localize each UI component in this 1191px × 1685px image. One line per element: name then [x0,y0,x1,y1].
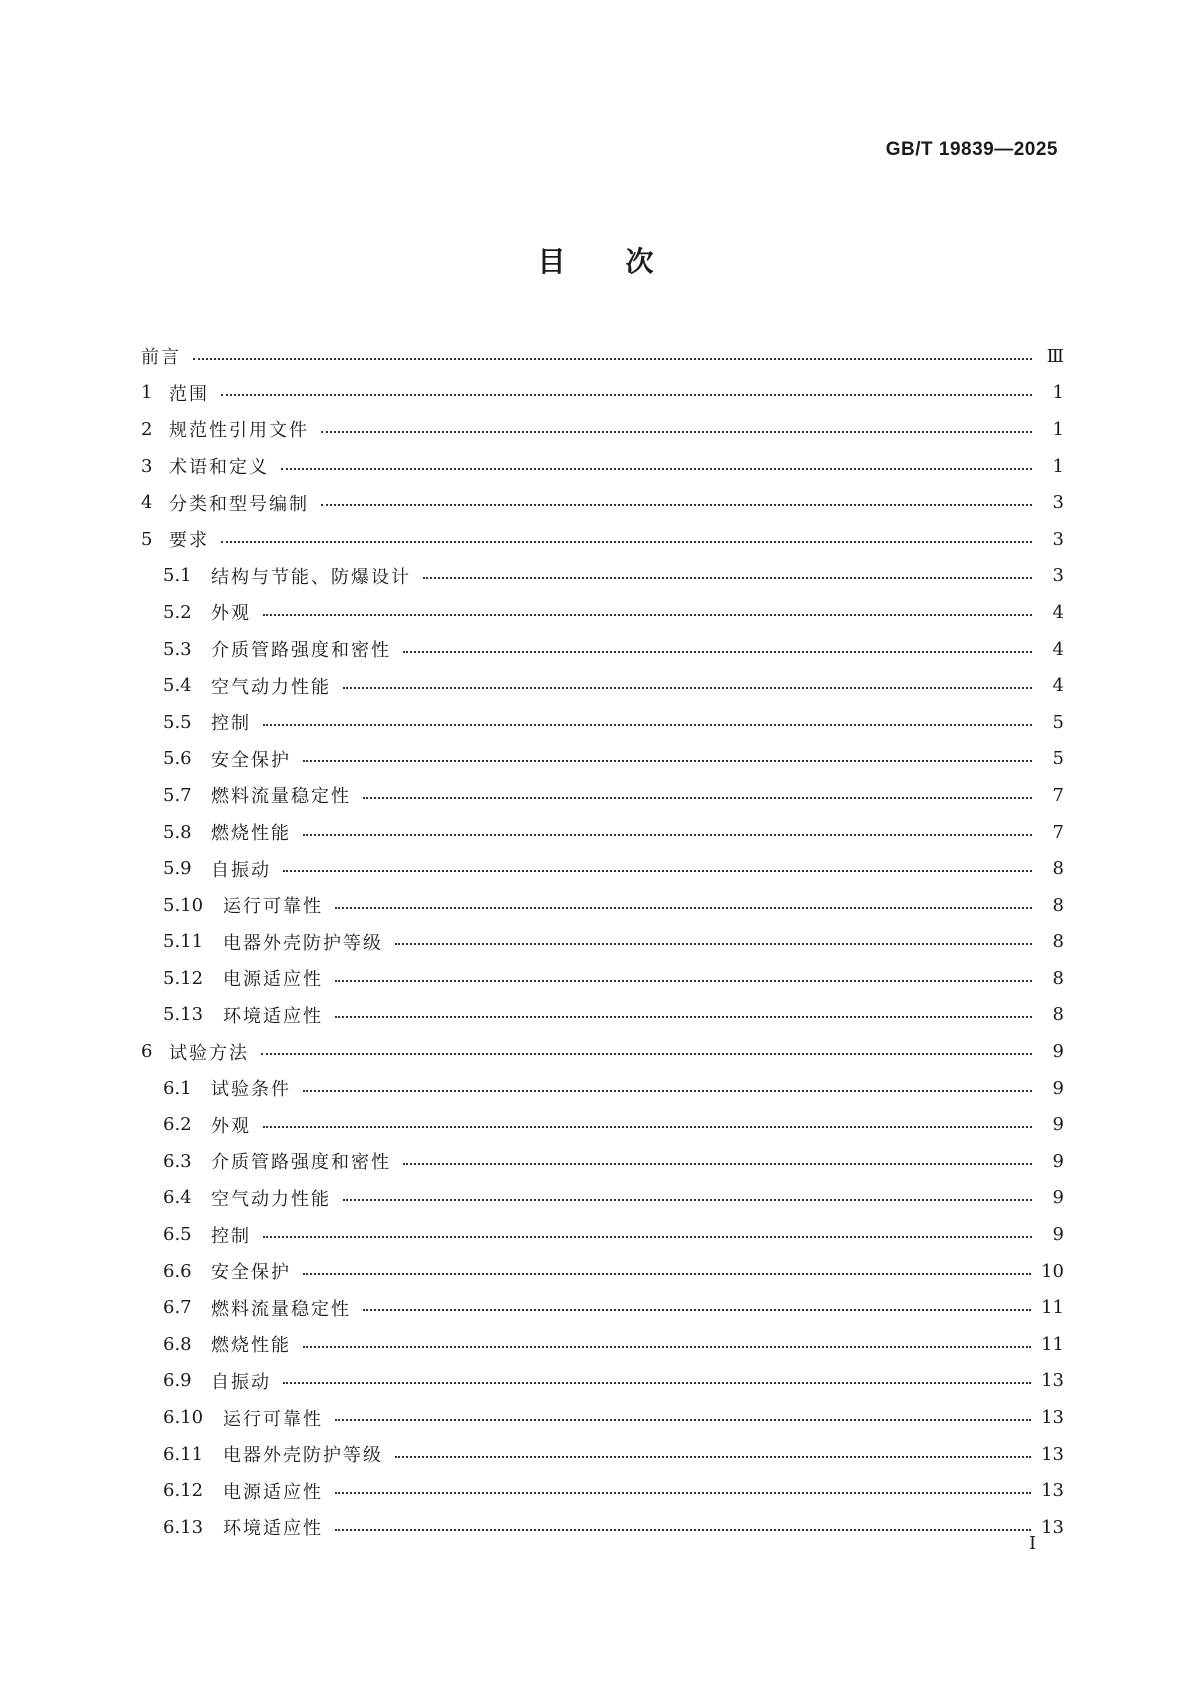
toc-entry-number: 5.1 [163,565,192,587]
toc-dot-leader [263,1235,1032,1238]
toc-entry-number: 5.11 [163,931,204,953]
toc-entry-page: 8 [1052,931,1064,953]
toc-entry-page: 5 [1052,748,1064,770]
toc-entry-page: 13 [1041,1516,1064,1538]
toc-entry-page: 9 [1052,1077,1064,1099]
toc-entry-label: 电源适应性 [223,1481,323,1503]
toc-dot-leader [303,1272,1031,1275]
toc-entry-page: 3 [1052,565,1064,587]
toc-entry-page: 9 [1052,1041,1064,1063]
toc-dot-leader [335,1015,1032,1018]
toc-entry[interactable] [141,1509,1064,1546]
toc-entry-number: 5.6 [163,748,192,770]
toc-dot-leader [221,393,1032,396]
toc-entry[interactable] [141,887,1064,924]
toc-entry[interactable] [141,1143,1064,1180]
toc-entry[interactable] [141,667,1064,704]
toc-entry-page: 1 [1052,455,1064,477]
toc-entry[interactable] [141,521,1064,558]
toc-entry-label: 要求 [169,530,209,552]
toc-dot-leader [343,1198,1032,1201]
toc-entry[interactable] [141,960,1064,997]
toc-entry-number: 6.6 [163,1260,192,1282]
toc-entry[interactable] [141,777,1064,814]
toc-entry-page: 7 [1052,821,1064,843]
toc-entry[interactable] [141,375,1064,412]
toc-entry-label: 试验条件 [211,1079,291,1101]
toc-entry-number: 6 [141,1041,153,1063]
toc-entry-number: 5.8 [163,821,192,843]
toc-entry[interactable] [141,741,1064,778]
toc-entry-label: 安全保护 [211,1262,291,1284]
toc-entry-number: 6.2 [163,1114,192,1136]
toc-entry-label: 介质管路强度和密性 [211,1152,391,1174]
toc-entry-label: 范围 [169,383,209,405]
toc-entry[interactable] [141,997,1064,1034]
toc-entry-page: 5 [1052,711,1064,733]
toc-entry-label: 前言 [141,347,181,369]
toc-entry-number: 6.12 [163,1480,204,1502]
toc-entry-label: 环境适应性 [223,1005,323,1027]
toc-entry-label: 燃烧性能 [211,823,291,845]
toc-entry-page: 9 [1052,1114,1064,1136]
toc-entry-label: 自振动 [211,1371,271,1393]
toc-entry-number: 5.4 [163,675,192,697]
toc-entry-number: 5.10 [163,894,204,916]
toc-entry-page: 8 [1052,1004,1064,1026]
toc-entry-number: 5.12 [163,967,204,989]
toc-entry[interactable] [141,1180,1064,1217]
toc-entry[interactable] [141,411,1064,448]
toc-entry-label: 试验方法 [169,1042,249,1064]
toc-dot-leader [281,467,1032,470]
toc-entry-page: 9 [1052,1150,1064,1172]
toc-entry-label: 燃料流量稳定性 [211,786,351,808]
toc-entry-page: 3 [1052,492,1064,514]
toc-dot-leader [403,650,1032,653]
toc-entry-number: 5.5 [163,711,192,733]
toc-entry[interactable] [141,1216,1064,1253]
toc-dot-leader [283,1381,1031,1384]
toc-entry-page: 13 [1041,1480,1064,1502]
toc-dot-leader [335,906,1032,909]
toc-dot-leader [263,1125,1032,1128]
toc-dot-leader [283,869,1032,872]
toc-entry-label: 控制 [211,1225,251,1247]
toc-dot-leader [423,576,1032,579]
toc-entry-label: 分类和型号编制 [169,493,309,515]
toc-entry-label: 控制 [211,713,251,735]
toc-dot-leader [263,613,1032,616]
toc-entry-number: 5.9 [163,858,192,880]
toc-entry[interactable] [141,448,1064,485]
toc-entry-number: 6.11 [163,1443,204,1465]
toc-entry[interactable] [141,814,1064,851]
toc-entry-label: 燃料流量稳定性 [211,1298,351,1320]
toc-dot-leader [335,1418,1031,1421]
toc-entry-number: 5.13 [163,1004,204,1026]
toc-entry-page: 13 [1041,1443,1064,1465]
toc-entry[interactable] [141,1253,1064,1290]
toc-entry-page: 1 [1052,382,1064,404]
toc-dot-leader [303,1345,1031,1348]
toc-entry[interactable] [141,1289,1064,1326]
toc-entry-page: 3 [1052,528,1064,550]
toc-entry-number: 5 [141,528,153,550]
toc-entry[interactable] [141,1363,1064,1400]
toc-entry[interactable] [141,1106,1064,1143]
toc-entry-page: 4 [1052,675,1064,697]
toc-dot-leader [395,942,1032,945]
toc-entry[interactable] [141,1326,1064,1363]
toc-entry-number: 6.3 [163,1150,192,1172]
toc-entry-label: 结构与节能、防爆设计 [211,566,411,588]
toc-entry[interactable] [141,484,1064,521]
toc-entry-number: 6.10 [163,1407,204,1429]
toc-entry[interactable] [141,1399,1064,1436]
toc-entry-label: 环境适应性 [223,1518,323,1540]
toc-dot-leader [363,1308,1031,1311]
toc-entry-page: 4 [1052,601,1064,623]
toc-entry-number: 6.7 [163,1297,192,1319]
toc-dot-leader [363,796,1032,799]
toc-entry-number: 6.13 [163,1516,204,1538]
page-number: Ⅰ [1029,1533,1037,1554]
toc-entry-label: 运行可靠性 [223,896,323,918]
toc-dot-leader [321,430,1032,433]
toc-entry-page: 4 [1052,638,1064,660]
toc-entry-label: 术语和定义 [169,457,269,479]
toc-entry-label: 燃烧性能 [211,1335,291,1357]
toc-entry-label: 介质管路强度和密性 [211,640,391,662]
toc-dot-leader [303,1089,1032,1092]
toc-entry-page: 11 [1041,1333,1064,1355]
toc-entry[interactable] [141,704,1064,741]
toc-entry-page: 11 [1041,1297,1064,1319]
page-title: 目次 [537,245,714,278]
toc-entry-number: 6.1 [163,1077,192,1099]
toc-entry-label: 电源适应性 [223,969,323,991]
toc-entry[interactable] [141,1436,1064,1473]
toc-entry-number: 5.7 [163,784,192,806]
toc-entry-page: 8 [1052,894,1064,916]
toc-entry-number: 2 [141,418,153,440]
toc-entry-number: 6.9 [163,1370,192,1392]
toc-entry-label: 自振动 [211,859,271,881]
toc-dot-leader [261,1052,1032,1055]
toc-entry-page: 13 [1041,1370,1064,1392]
toc-dot-leader [403,1162,1032,1165]
toc-dot-leader [335,1528,1031,1531]
toc-dot-leader [221,540,1032,543]
toc-dot-leader [343,686,1032,689]
table-of-contents [141,338,1064,1546]
toc-entry-label: 空气动力性能 [211,676,331,698]
toc-entry-number: 5.2 [163,601,192,623]
toc-entry[interactable] [141,1033,1064,1070]
toc-entry-page: 7 [1052,784,1064,806]
toc-entry[interactable] [141,594,1064,631]
toc-entry[interactable] [141,338,1064,375]
toc-entry-number: 3 [141,455,153,477]
toc-entry-label: 电器外壳防护等级 [223,1445,383,1467]
toc-entry-page: 10 [1041,1260,1064,1282]
toc-dot-leader [335,1491,1031,1494]
toc-entry-page: Ⅲ [1046,345,1064,367]
toc-entry-page: 1 [1052,418,1064,440]
toc-entry-label: 外观 [211,603,251,625]
toc-dot-leader [303,833,1032,836]
toc-entry[interactable] [141,924,1064,961]
toc-entry-page: 9 [1052,1187,1064,1209]
toc-entry-number: 5.3 [163,638,192,660]
toc-entry-number: 6.5 [163,1224,192,1246]
toc-entry-page: 13 [1041,1407,1064,1429]
toc-dot-leader [321,503,1032,506]
toc-dot-leader [335,979,1032,982]
toc-dot-leader [193,357,1032,360]
toc-entry-label: 空气动力性能 [211,1188,331,1210]
toc-entry-page: 8 [1052,858,1064,880]
toc-dot-leader [263,723,1032,726]
toc-entry-label: 安全保护 [211,749,291,771]
toc-entry[interactable] [141,558,1064,595]
standard-code: GB/T 19839—2025 [885,139,1058,160]
toc-entry[interactable] [141,631,1064,668]
toc-entry-label: 电器外壳防护等级 [223,932,383,954]
toc-entry-number: 6.8 [163,1333,192,1355]
toc-entry-page: 8 [1052,967,1064,989]
toc-entry-number: 1 [141,382,153,404]
toc-entry-number: 4 [141,492,153,514]
toc-entry[interactable] [141,850,1064,887]
toc-entry-number: 6.4 [163,1187,192,1209]
toc-dot-leader [303,759,1032,762]
toc-entry-label: 规范性引用文件 [169,420,309,442]
toc-dot-leader [395,1455,1031,1458]
toc-entry[interactable] [141,1472,1064,1509]
toc-entry-page: 9 [1052,1224,1064,1246]
toc-entry-label: 运行可靠性 [223,1408,323,1430]
toc-entry[interactable] [141,1070,1064,1107]
toc-entry-label: 外观 [211,1115,251,1137]
